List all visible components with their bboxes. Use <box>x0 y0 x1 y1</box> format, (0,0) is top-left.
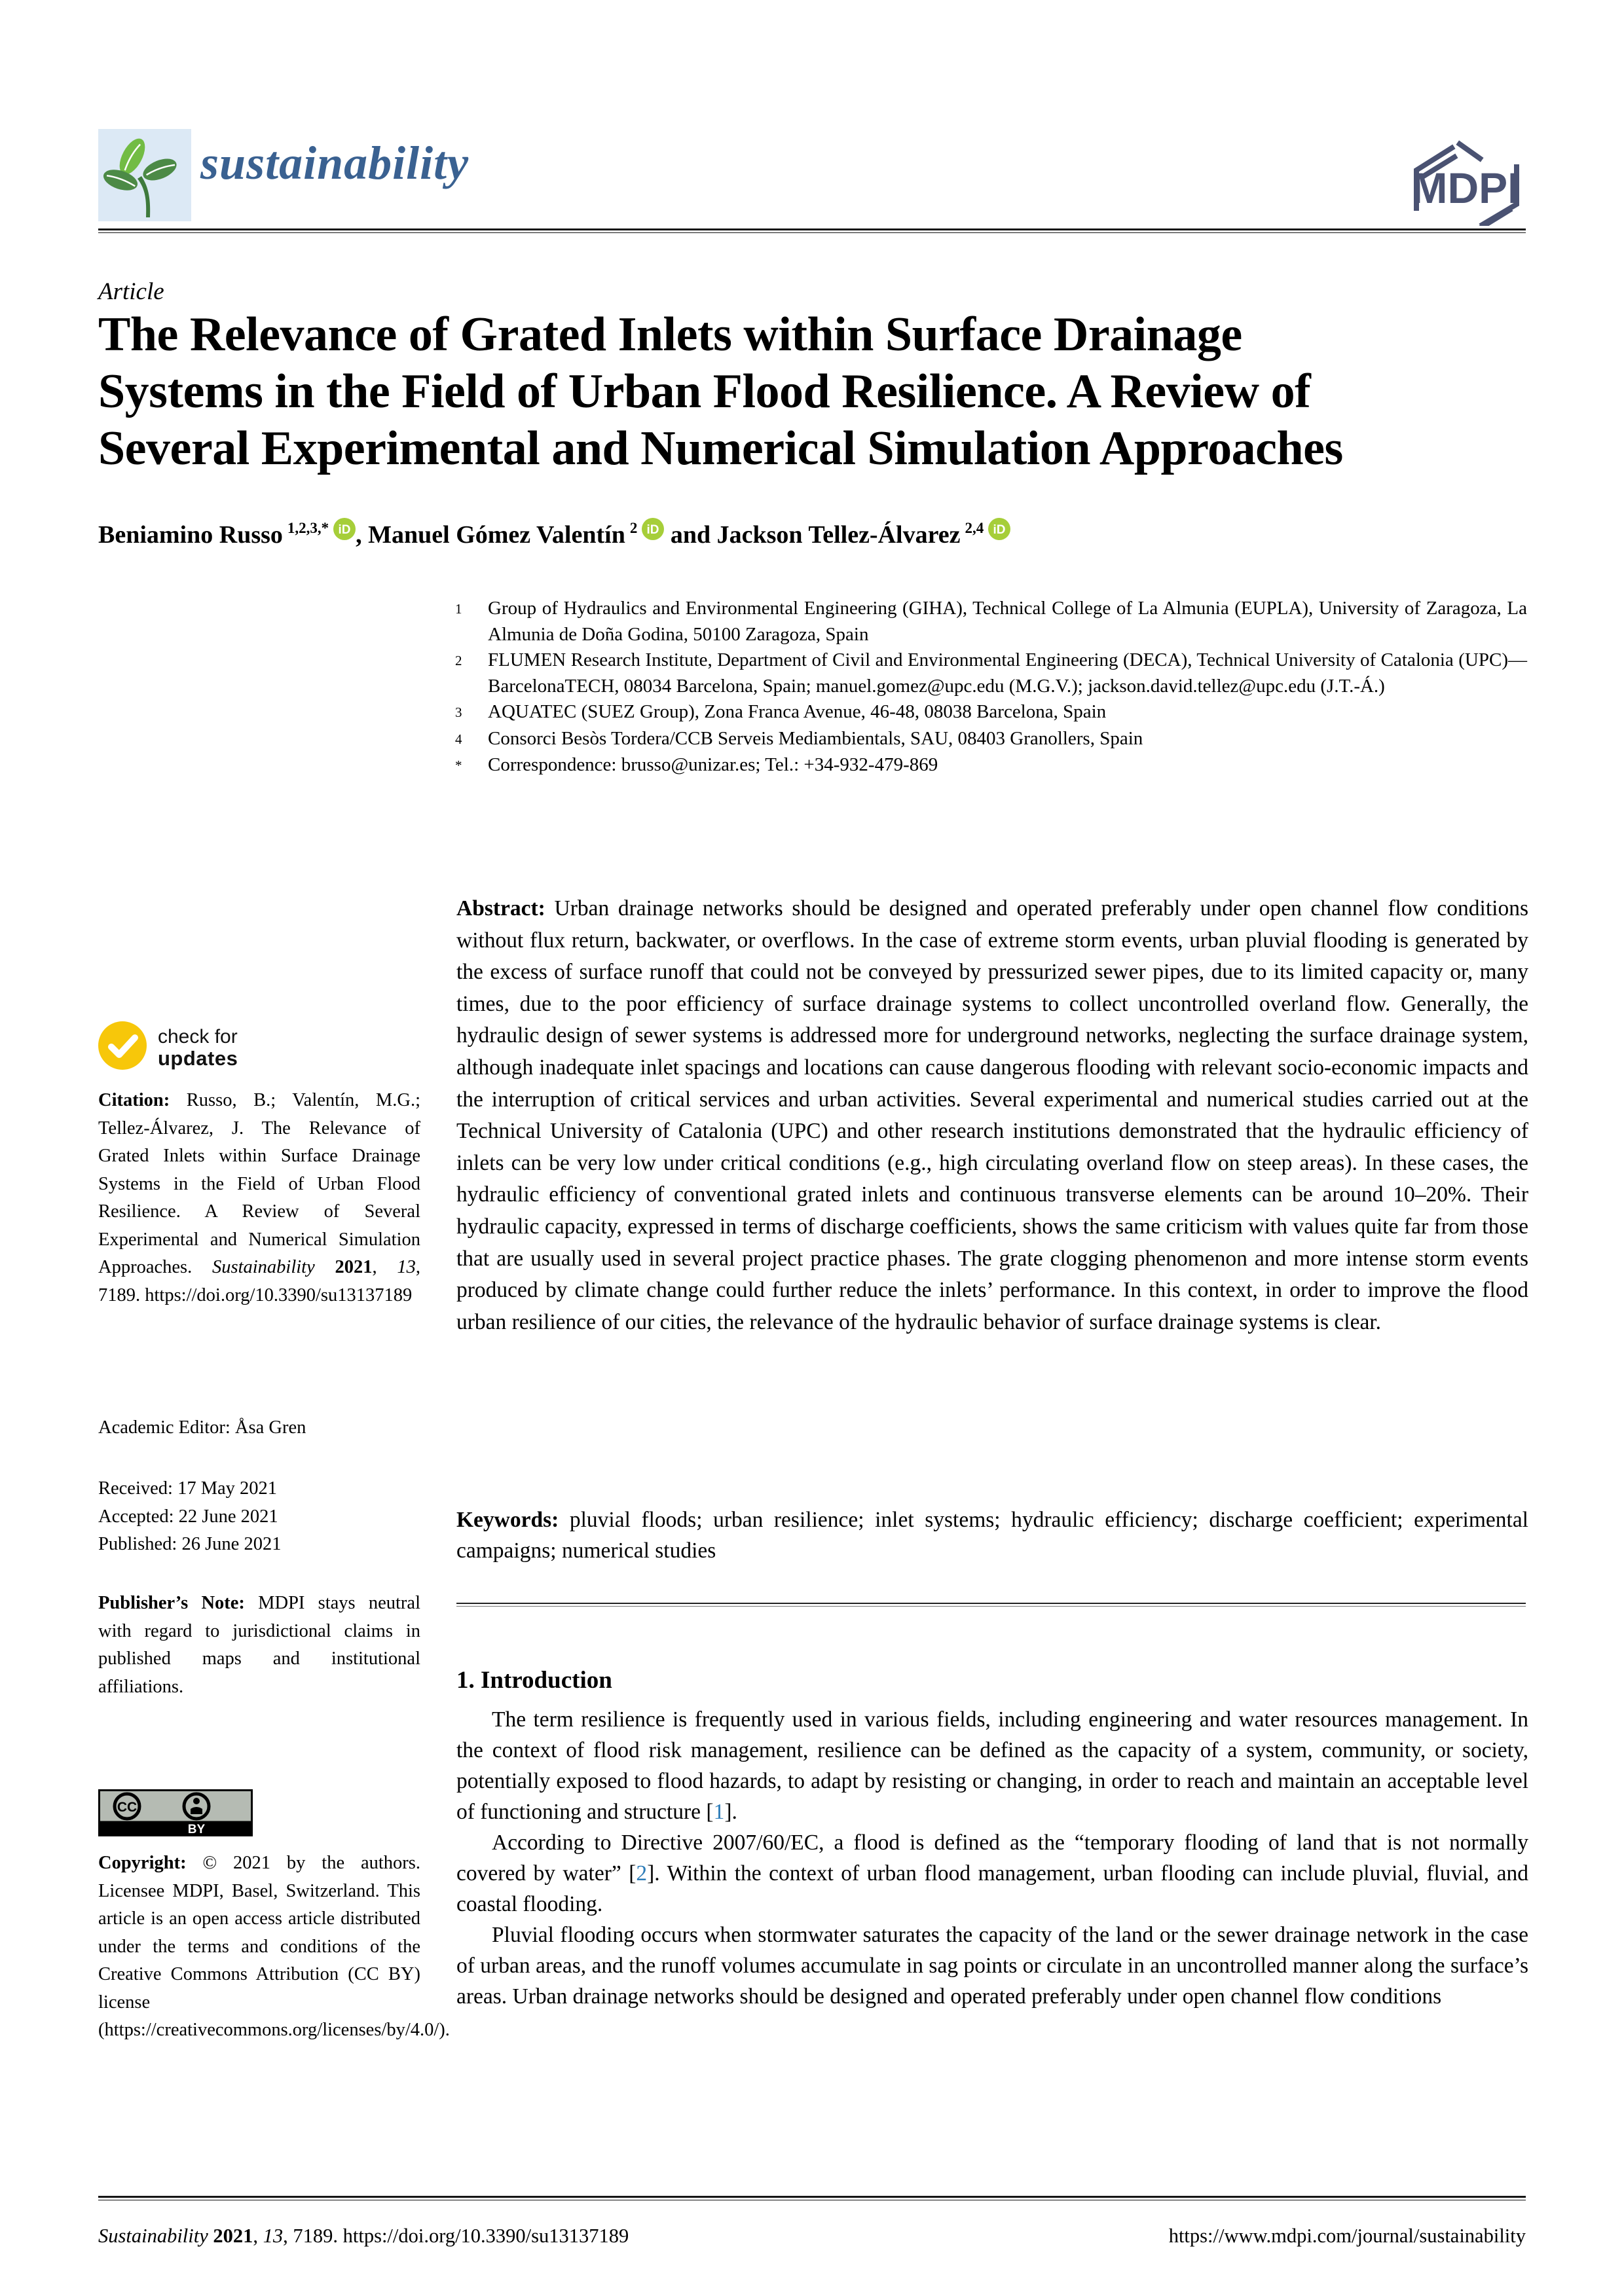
title-line: Systems in the Field of Urban Flood Resilience. A Review of <box>98 365 1311 418</box>
intro-paragraph <box>456 1827 1528 1920</box>
correspondence-text[interactable]: Correspondence: brusso@unizar.es; Tel.: +34-932-479-869 <box>488 754 938 775</box>
authors-line <box>98 518 1010 549</box>
footer-journal-url[interactable]: https://www.mdpi.com/journal/sustainability <box>1168 2225 1526 2247</box>
copyright-label: Copyright: <box>98 1853 187 1873</box>
article-type-label: Article <box>98 278 164 305</box>
keywords-text: pluvial floods; urban resilience; inlet systems; hydraulic efficiency; discharge coefficient; experimental campaigns; numerical studies <box>456 1508 1528 1563</box>
accepted-date: Accepted: 22 June 2021 <box>98 1506 278 1527</box>
academic-editor-label: Academic Editor: <box>98 1417 231 1438</box>
header-rule <box>98 228 1526 233</box>
correspondence-asterisk: * <box>455 757 462 773</box>
author-name: Jackson Tellez-Álvarez <box>716 521 961 549</box>
citation-text <box>315 1257 335 1277</box>
svg-text:iD: iD <box>338 523 351 537</box>
publishers-note-text: MDPI stays neutral with regard to jurisdictional claims in published maps and institutional affiliations. <box>98 1593 420 1697</box>
citation-year: 2021 <box>335 1257 373 1277</box>
paragraph-text: The term resilience is frequently used in various fields, including engineering and water resources management. In the context of flood risk management, resilience can be defined as the capacity of a system, community, or society, potentially exposed to flood hazards, to adapt by resisting or changing, in order to reach and maintain an acceptable level of functioning and structure [ <box>456 1707 1528 1824</box>
affiliation-row <box>455 699 1527 726</box>
affiliation-number: 2 <box>455 653 462 668</box>
affiliation-row <box>455 647 1527 699</box>
keywords-label: Keywords: <box>456 1508 559 1532</box>
citation-journal: Sustainability <box>212 1257 315 1277</box>
check-for-updates-badge[interactable] <box>98 1021 238 1073</box>
footer-citation <box>98 2225 629 2248</box>
author-affil-sup: 2 <box>629 520 638 536</box>
footer-text: , <box>253 2225 263 2247</box>
paragraph-text: ]. Within the context of urban flood management, urban flooding can include pluvial, fluvial, and coastal flooding. <box>456 1861 1528 1916</box>
orcid-icon[interactable] <box>333 518 356 540</box>
affiliation-text: AQUATEC (SUEZ Group), Zona Franca Avenue, 46-48, 08038 Barcelona, Spain <box>488 701 1107 722</box>
person-icon <box>191 1807 202 1814</box>
reference-link-1[interactable]: 1 <box>713 1800 725 1824</box>
title-line: Several Experimental and Numerical Simulation Approaches <box>98 422 1343 475</box>
academic-editor-name: Åsa Gren <box>230 1417 306 1438</box>
check-for-updates-text <box>158 1026 238 1069</box>
affiliation-row <box>455 596 1527 647</box>
affiliation-text: FLUMEN Research Institute, Department of Civil and Environmental Engineering (DECA), Technical University of Catalonia (UPC)—BarcelonaTECH, 08034 Barcelona, Spain; manuel.gomez@upc.edu (M.G.V.); jackson.david.tellez@upc.edu (J.T.-Á.) <box>488 649 1527 697</box>
orcid-icon[interactable] <box>642 518 664 540</box>
intro-paragraph: Pluvial flooding occurs when stormwater saturates the capacity of the land or the sewer drainage network in the case of urban areas, and the runoff volumes accumulate in sag points or circulate in an uncontrolled manner along the surface’s areas. Urban drainage networks should be designed and operated preferably under open channel flow conditions <box>456 1923 1528 2009</box>
affiliation-number: 4 <box>455 731 462 747</box>
abstract <box>456 893 1528 1338</box>
page-footer <box>98 2225 1526 2248</box>
keywords-divider-rule <box>456 1603 1526 1607</box>
affiliation-row <box>455 752 1527 779</box>
svg-text:iD: iD <box>646 523 659 537</box>
reference-link-2[interactable]: 2 <box>636 1861 648 1886</box>
citation-text: , <box>372 1257 397 1277</box>
abstract-text: Urban drainage networks should be designed and operated preferably under open channel flow conditions without flux return, backwater, or overflows. In the case of extreme storm events, urban pluvial flooding is generated by the excess of surface runoff that could not be conveyed by pressurized sewer pipes, due to its limited capacity or, many times, due to the poor efficiency of surface drainage systems to collect uncontrolled overland flow. Generally, the hydraulic design of sewer systems is addressed more for underground networks, neglecting the surface drainage system, although inadequate inlet spacings and locations can cause dangerous flooding with relevant socio-economic impacts and the interruption of critical services and urban activities. Several experimental and numerical studies carried out at the Technical University of Catalonia (UPC) and other research institutions demonstrated that the hydraulic efficiency of inlets can be very low under critical conditions (e.g., high circulating overland flow on steep areas). In these cases, the hydraulic efficiency of conventional grated inlets and continuous transverse elements can be around 10–20%. Their hydraulic capacity, expressed in terms of discharge coefficients, shows the same criticism with values quite far from those that are usually used in several project practice phases. The grate clogging phenomenon and more intense storm events produced by climate change could further reduce the inlets’ performance. In this context, in order to improve the flood urban resilience of our cities, the relevance of the hydraulic behavior of surface drainage systems is clear. <box>456 896 1528 1334</box>
footer-rule <box>98 2196 1526 2200</box>
published-date: Published: 26 June 2021 <box>98 1534 282 1554</box>
affiliation-row <box>455 726 1527 753</box>
footer-volume: 13 <box>263 2225 284 2247</box>
by-label: BY <box>187 1823 206 1836</box>
publishers-note <box>98 1590 420 1701</box>
publishers-note-label: Publisher’s Note: <box>98 1593 245 1613</box>
citation-doi[interactable]: , 7189. https://doi.org/10.3390/su13137189 <box>98 1257 420 1305</box>
copyright-block <box>98 1850 450 2045</box>
received-date: Received: 17 May 2021 <box>98 1478 278 1499</box>
check-for-label: check for <box>158 1025 238 1048</box>
affiliation-text: Consorci Besòs Tordera/CCB Serveis Mediambientals, SAU, 08403 Granollers, Spain <box>488 727 1143 749</box>
affiliation-number: 1 <box>455 601 462 617</box>
journal-wordmark: sustainability <box>200 137 470 189</box>
sustainability-plant-logo-icon <box>98 129 191 221</box>
updates-label: updates <box>158 1046 238 1070</box>
footer-doi-link[interactable]: , 7189. https://doi.org/10.3390/su13137189 <box>283 2225 629 2247</box>
copyright-text: © 2021 by the authors. Licensee MDPI, Basel, Switzerland. This article is an open access article distributed under the terms and conditions of the Creative Commons Attribution (CC BY) license (https://creativecommons.org/licenses/by/4.0/). <box>98 1853 450 2040</box>
affiliations-list <box>455 596 1527 779</box>
author-separator: and <box>664 521 717 549</box>
paragraph-text: According to Directive 2007/60/EC, a flood is defined as the “temporary flooding of land that is not normally covered by water” [ <box>456 1831 1528 1886</box>
affiliation-text: Group of Hydraulics and Environmental Engineering (GIHA), Technical College of La Almunia (EUPLA), University of Zaragoza, La Almunia de Doña Godina, 50100 Zaragoza, Spain <box>488 598 1527 645</box>
citation-block <box>98 1087 420 1309</box>
paragraph-text: ]. <box>724 1800 737 1824</box>
footer-journal-name: Sustainability <box>98 2225 208 2247</box>
citation-text: Russo, B.; Valentín, M.G.; Tellez-Álvarez, J. The Relevance of Grated Inlets within Surface Drainage Systems in the Field of Urban Flood Resilience. A Review of Several Experimental and Numerical Simulation Approaches. <box>98 1090 420 1277</box>
author-affil-sup: 2,4 <box>965 520 984 536</box>
mdpi-logo-icon <box>1397 131 1534 226</box>
intro-paragraph <box>456 1704 1528 1827</box>
cc-by-license-badge[interactable] <box>98 1789 253 1840</box>
author-affil-sup: 1,2,3,* <box>287 520 329 536</box>
svg-text:iD: iD <box>993 523 1006 537</box>
author-name: Manuel Gómez Valentín <box>368 521 625 549</box>
page-title <box>98 306 1343 477</box>
keywords <box>456 1504 1528 1566</box>
check-icon <box>98 1021 147 1073</box>
abstract-label: Abstract: <box>456 896 545 920</box>
citation-volume: 13 <box>397 1257 416 1277</box>
affiliation-number: 3 <box>455 704 462 720</box>
author-separator: , <box>356 521 369 549</box>
section-heading-introduction: 1. Introduction <box>456 1667 612 1694</box>
introduction-body <box>456 1704 1528 2012</box>
author-name: Beniamino Russo <box>98 521 283 549</box>
mdpi-logo-text: MDPI <box>1411 164 1520 212</box>
citation-label: Citation: <box>98 1090 170 1110</box>
cc-icon: CC <box>117 1800 138 1815</box>
academic-editor-line <box>98 1414 420 1442</box>
title-line: The Relevance of Grated Inlets within Surface Drainage <box>98 308 1242 361</box>
orcid-icon[interactable] <box>988 518 1010 540</box>
footer-year: 2021 <box>213 2225 253 2247</box>
article-dates <box>98 1475 420 1559</box>
